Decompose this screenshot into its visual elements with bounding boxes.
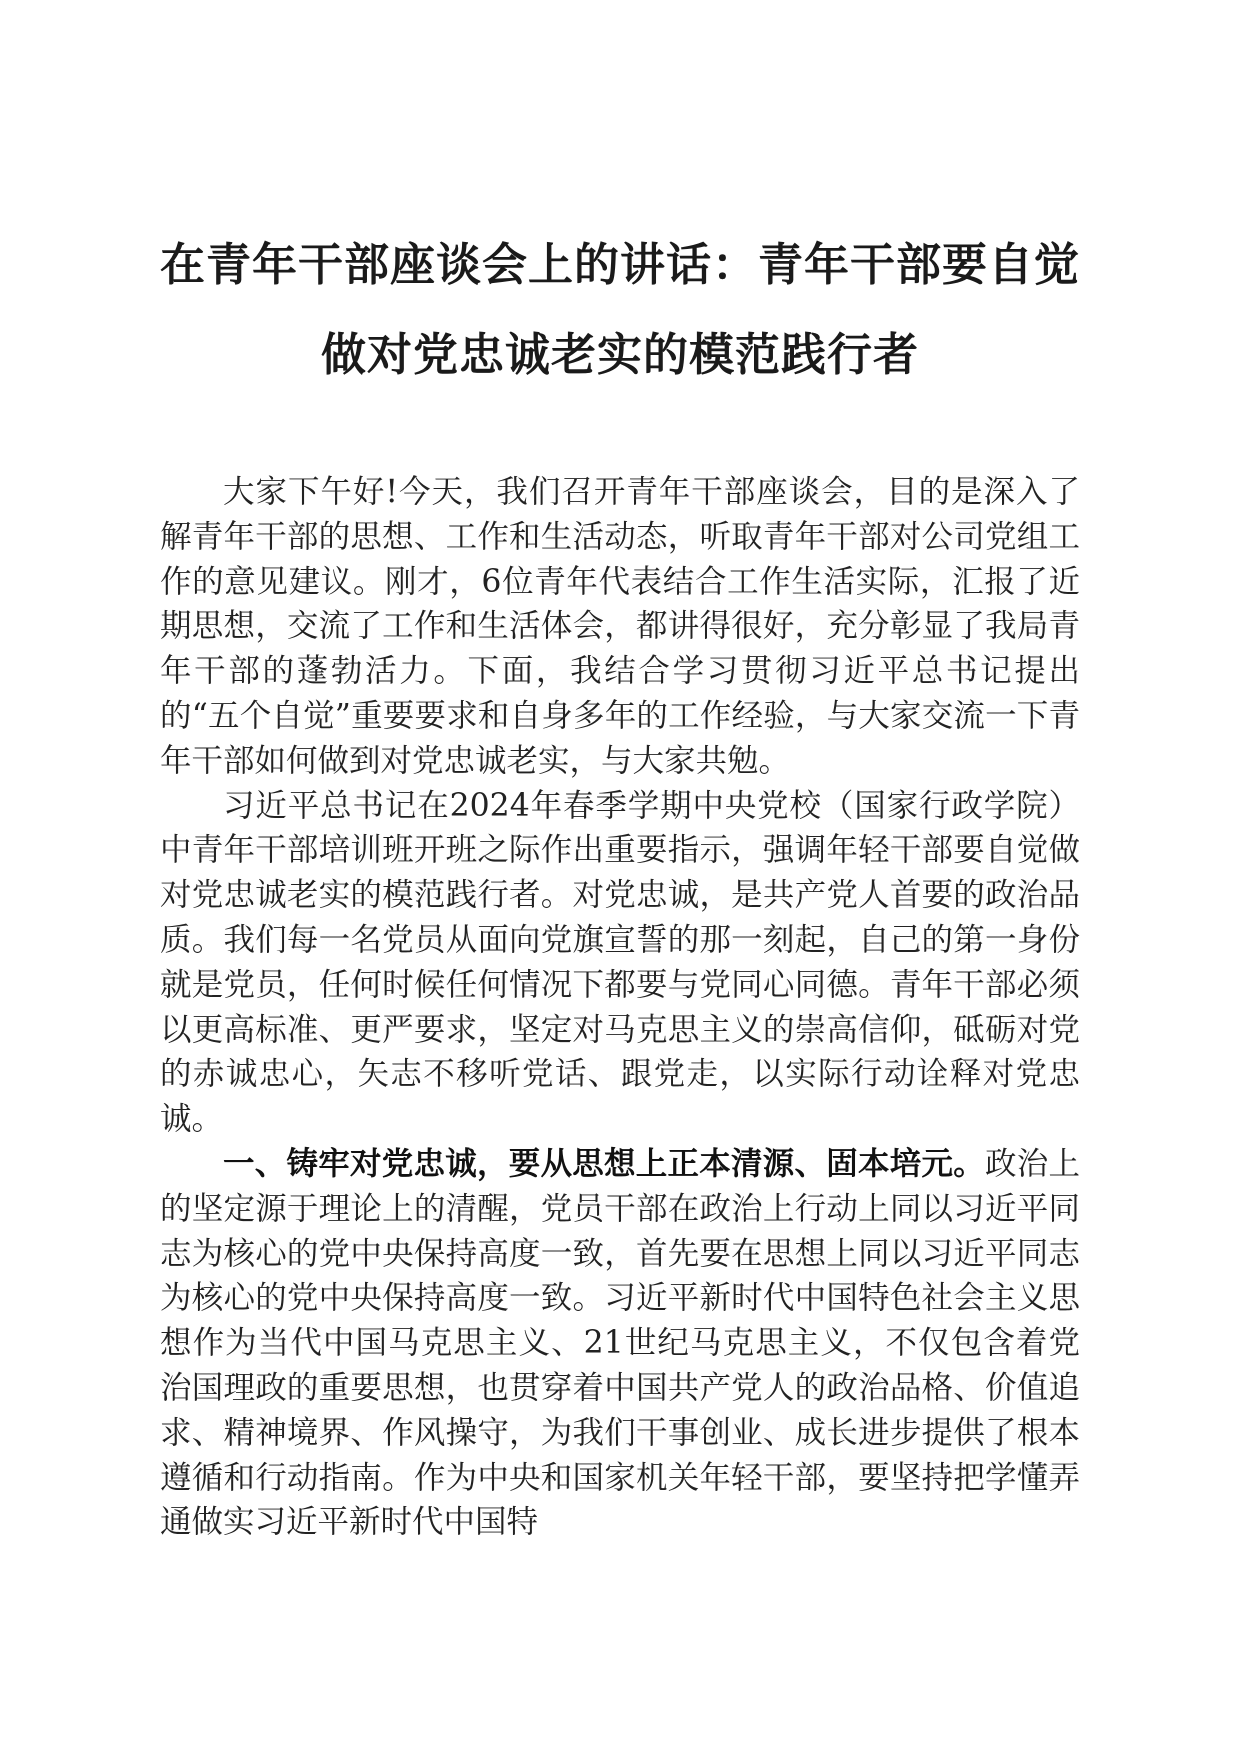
paragraph-instruction: 习近平总书记在2024年春季学期中央党校（国家行政学院）中青年干部培训班开班之际作出重要指示，强调年轻干部要自觉做对党忠诚老实的模范践行者。对党忠诚，是共产党人首要的政治品质。我们每一名党员从面向党旗宣誓的那一刻起，自己的第一身份就是党员，任何时候任何情况下都要与党同心同德。青年干部必须以更高标准、更严要求，坚定对马克思主义的崇高信仰，砥砺对党的赤诚忠心，矢志不移听党话、跟党走，以实际行动诠释对党忠诚。 [160,787,1080,1138]
section-1-text: 政治上的坚定源于理论上的清醒，党员干部在政治上行动上同以习近平同志为核心的党中央保持高度一致，首先要在思想上同以习近平同志为核心的党中央保持高度一致。习近平新时代中国特色社会主义思想作为当代中国马克思主义、21世纪马克思主义，不仅包含着党治国理政的重要思想，也贯穿着中国共产党人的政治品格、价值追求、精神境界、作风操守，为我们干事创业、成长进步提供了根本遵循和行动指南。作为中央和国家机关年轻干部，要坚持把学懂弄通做实习近平新时代中国特 [160,1145,1080,1541]
document-title-line-2: 做对党忠诚老实的模范践行者 [320,328,919,381]
document-title-line-1: 在青年干部座谈会上的讲话：青年干部要自觉 [159,238,1080,291]
paragraph-section-1 [160,1142,1080,1545]
paragraph-greeting: 大家下午好!今天，我们召开青年干部座谈会，目的是深入了解青年干部的思想、工作和生活动态，听取青年干部对公司党组工作的意见建议。刚才，6位青年代表结合工作生活实际，汇报了近期思想，交流了工作和生活体会，都讲得很好，充分彰显了我局青年干部的蓬勃活力。下面，我结合学习贯彻习近平总书记提出的“五个自觉”重要要求和自身多年的工作经验，与大家交流一下青年干部如何做到对党忠诚老实，与大家共勉。 [160,474,1080,779]
document-body [160,470,1080,1545]
section-1-heading: 一、铸牢对党忠诚，要从思想上正本清源、固本培元。 [223,1144,985,1182]
